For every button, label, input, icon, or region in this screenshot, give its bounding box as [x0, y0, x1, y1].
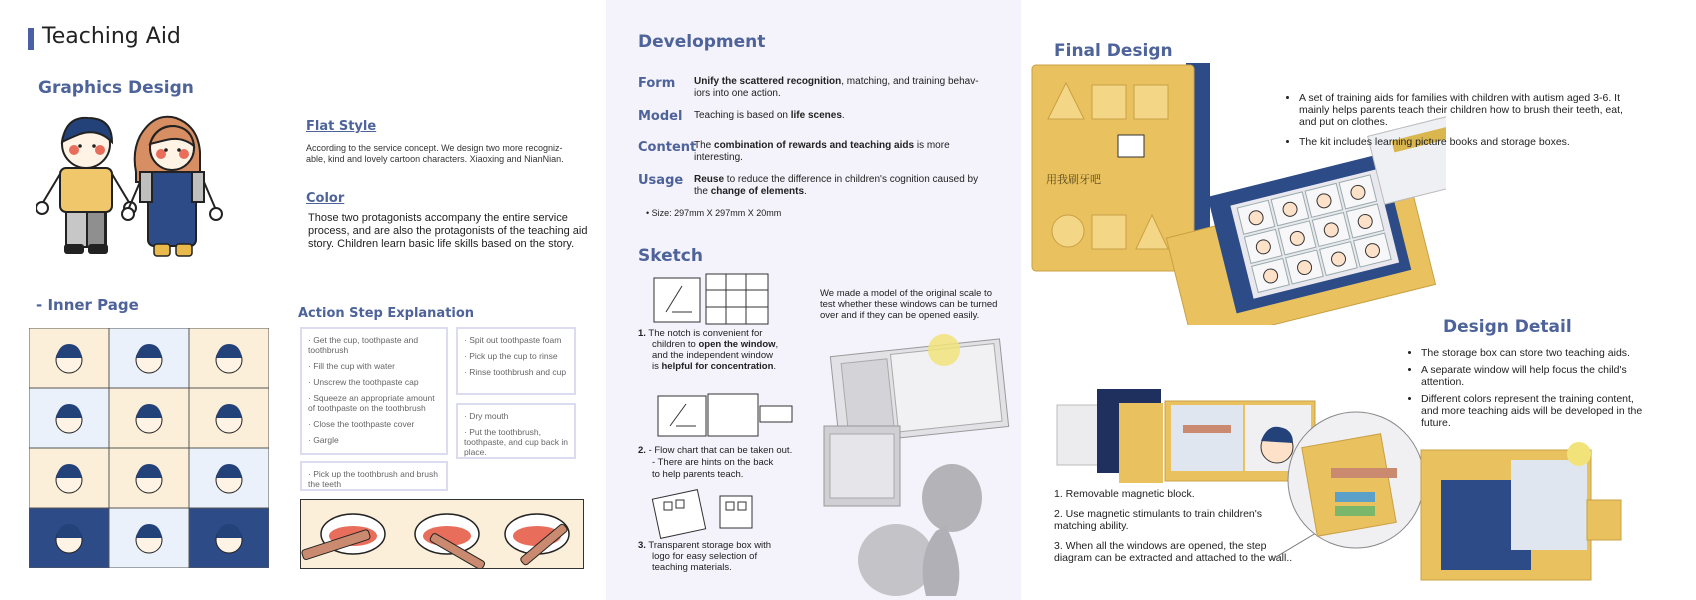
sketch-line: children to [652, 339, 699, 350]
detail-note: 2. Use magnetic stimulants to train children's matching ability. [1054, 508, 1263, 532]
detail-bullet: • The storage box can store two teaching aids. [1421, 347, 1649, 359]
sketch-note-1 [638, 328, 808, 372]
color-title: Color [306, 191, 345, 206]
color-text [308, 212, 598, 251]
step-text: · Spit out toothpaste foam [464, 335, 562, 345]
title-accent-bar [28, 28, 34, 50]
model-photo [816, 326, 1016, 596]
size-text: • Size: 297mm X 297mm X 20mm [646, 208, 782, 218]
step-box-4 [300, 461, 448, 491]
sketch-line: to help parents teach. [652, 469, 744, 480]
detail-photo-box [1271, 410, 1691, 590]
color-line-3: story. Children learn basic life skills based on the story. [308, 238, 575, 250]
step-box-1 [300, 327, 448, 455]
dev-text-model [694, 110, 994, 122]
flat-style-line-1: According to the service concept. We design two more recogniz- [306, 143, 563, 153]
sketch-line: teaching materials. [652, 562, 732, 573]
detail-bullet: • Different colors represent the training content, and more teaching aids will be developed in the future. [1421, 393, 1649, 429]
size-value: Size: 297mm X 297mm X 20mm [651, 208, 782, 218]
step-text: · Get the cup, toothpaste and toothbrush [308, 335, 419, 355]
action-step-heading: Action Step Explanation [298, 306, 475, 321]
sketch-num: 2. [638, 445, 646, 456]
sketch-line: logo for easy selection of [652, 551, 758, 562]
step-text: · Pick up the toothbrush and brush the teeth [308, 469, 438, 489]
sketch-storage-box [650, 488, 770, 540]
sketch-line: The notch is convenient for [648, 328, 763, 339]
design-detail-heading: Design Detail [1443, 317, 1572, 337]
detail-note: 1. Removable magnetic block. [1054, 488, 1195, 500]
development-heading: Development [638, 32, 766, 52]
dev-text-bold: Reuse [694, 174, 725, 185]
sketch-window-board [652, 272, 772, 328]
dev-text-span: Teaching is based on [694, 110, 791, 121]
step-box-3 [456, 403, 576, 459]
dev-text-span: The [694, 140, 715, 151]
sketch-num: 1. [638, 328, 646, 339]
sketch-line: . [773, 361, 777, 372]
dev-label-form: Form [638, 76, 676, 91]
sketch-line: is [652, 361, 662, 372]
flat-style-line-2: able, kind and lovely cartoon characters. Xiaoxing and NianNian. [306, 154, 564, 164]
dev-text-bold: Unify the scattered recognition [694, 76, 842, 87]
book-label: 用我刷牙吧 [1046, 173, 1101, 186]
dev-text-bold: life scenes [790, 110, 842, 121]
dev-text-bold: change of elements [710, 186, 805, 197]
dev-text-bold: combination of rewards and teaching aids [714, 140, 915, 151]
dev-label-content: Content [638, 140, 697, 155]
detail-notes [1054, 488, 1304, 564]
right-panel [1021, 0, 1696, 600]
page-title: Teaching Aid [42, 24, 181, 49]
dev-text-span: to reduce the difference in children's cognition caused by the [694, 174, 979, 197]
final-design-bullets [1285, 92, 1625, 156]
sketch-line: and the independent window [652, 350, 773, 361]
girl-character [122, 117, 222, 256]
step-text: · Fill the cup with water [308, 361, 395, 371]
graphics-heading: Graphics Design [38, 78, 194, 98]
step-text: · Rinse toothbrush and cup [464, 367, 567, 377]
sketch-note-2 [638, 445, 818, 481]
final-bullet: • A set of training aids for families with children with autism aged 3-6. It mainly helps parents teach their children how to brush their teeth, eat, and put on clothes. [1299, 92, 1625, 128]
flat-style-title: Flat Style [306, 119, 377, 134]
left-panel [0, 0, 606, 600]
tooth-brushing-illustration [300, 499, 584, 569]
color-line-2: process, and are also the protagonists of the teaching aid [308, 225, 588, 237]
dev-text-span: , matching, and training behav-iors into one action. [694, 76, 979, 99]
sketch-line: - There are hints on the back [652, 457, 774, 468]
sketch-flowchart [656, 392, 796, 442]
sketch-line: - Flow chart that can be taken out. [648, 445, 793, 456]
step-text: · Close the toothpaste cover [308, 419, 415, 429]
step-text: · Pick up the cup to rinse [464, 351, 558, 361]
sketch-line: Transparent storage box with [648, 540, 772, 551]
step-text: · Squeeze an appropriate amount of toothpaste on the toothbrush [308, 393, 435, 413]
dev-text-span: is more interesting. [694, 140, 950, 163]
sketch-bold: open the window [698, 339, 776, 350]
sketch-heading: Sketch [638, 246, 703, 266]
dev-text-content [694, 140, 984, 164]
dev-label-model: Model [638, 109, 683, 124]
final-design-heading: Final Design [1054, 41, 1173, 61]
step-text: · Put the toothbrush, toothpaste, and cup back in place. [464, 427, 568, 457]
dev-label-usage: Usage [638, 173, 684, 188]
detail-note: 3. When all the windows are opened, the step diagram can be extracted and attached to the wall.. [1054, 540, 1293, 564]
sketch-bold: helpful for concentration [661, 361, 774, 372]
sketch-num: 3. [638, 540, 646, 551]
step-box-2 [456, 327, 576, 395]
dev-text-usage [694, 174, 984, 198]
final-bullet: • The kit includes learning picture books and storage boxes. [1299, 136, 1625, 148]
inner-page-grid [29, 328, 269, 568]
sketch-line: , [775, 339, 779, 350]
sketch-model-note: We made a model of the original scale to test whether these windows can be turned over and if they can be opened easily. [820, 288, 998, 321]
flat-style-text [306, 143, 576, 165]
inner-page-heading: - Inner Page [36, 296, 139, 314]
sketch-note-3 [638, 540, 818, 573]
dev-text-form [694, 76, 994, 100]
detail-bullet: • A separate window will help focus the child's attention. [1421, 364, 1649, 388]
step-text: · Unscrew the toothpaste cap [308, 377, 419, 387]
dev-text-span: . [841, 110, 845, 121]
boy-character [36, 118, 136, 254]
middle-panel [606, 0, 1021, 600]
step-text: · Dry mouth [464, 411, 509, 421]
color-line-1: Those two protagonists accompany the entire service [308, 212, 568, 224]
step-text: · Gargle [308, 435, 339, 445]
characters-illustration [36, 112, 236, 272]
dev-text-span: . [804, 186, 807, 197]
